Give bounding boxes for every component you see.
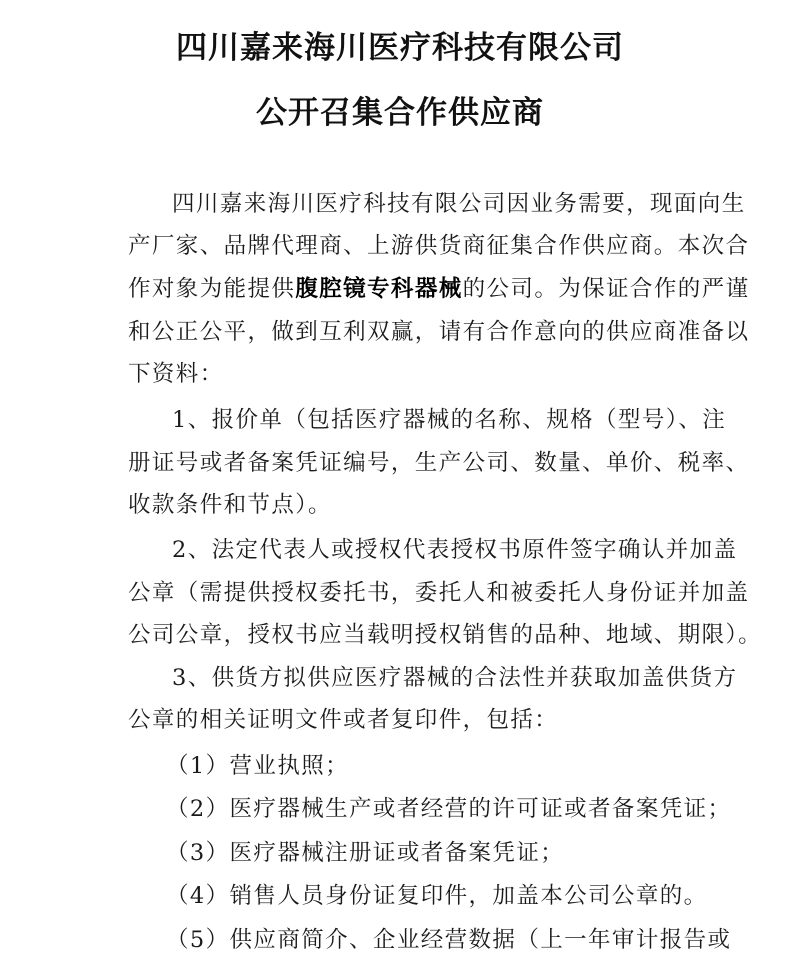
item2-line-1: 2、法定代表人或授权代表授权书原件签字确认并加盖 (172, 537, 738, 563)
intro-text: 作对象为能提供 (128, 276, 296, 302)
item1-line-2: 册证号或者备案凭证编号，生产公司、数量、单价、税率、 (128, 450, 750, 476)
highlighted-product: 腹腔镜专科器械 (295, 276, 463, 302)
intro-line-1: 四川嘉来海川医疗科技有限公司因业务需要，现面向生 (172, 191, 746, 217)
item3-line-2: 公章的相关证明文件或者复印件，包括： (128, 707, 559, 733)
subitem-3: （3）医疗器械注册证或者备案凭证； (166, 840, 565, 866)
intro-line-4: 和公正公平，做到互利双赢，请有合作意向的供应商准备以 (128, 319, 750, 345)
company-title: 四川嘉来海川医疗科技有限公司 (176, 30, 624, 66)
notice-title: 公开召集合作供应商 (256, 95, 544, 131)
item1-line-3: 收款条件和节点）。 (128, 492, 332, 518)
subitem-5: （5）供应商简介、企业经营数据（上一年审计报告或 (166, 927, 732, 953)
subitem-2: （2）医疗器械生产或者经营的许可证或者备案凭证； (166, 796, 732, 822)
subitem-1: （1）营业执照； (166, 753, 350, 779)
item1-line-1: 1、报价单（包括医疗器械的名称、规格（型号）、注 (172, 407, 727, 433)
subitem-4: （4）销售人员身份证复印件，加盖本公司公章的。 (166, 883, 708, 909)
intro-line-2: 产厂家、品牌代理商、上游供货商征集合作供应商。本次合 (128, 233, 750, 259)
intro-line-5: 下资料： (128, 361, 224, 387)
item2-line-3: 公司公章，授权书应当载明授权销售的品种、地域、期限）。 (128, 622, 763, 648)
intro-text: 的公司。为保证合作的严谨 (462, 276, 750, 302)
intro-line-3 (128, 271, 749, 303)
item2-line-2: 公章（需提供授权委托书，委托人和被委托人身份证并加盖 (128, 580, 750, 606)
item3-line-1: 3、供货方拟供应医疗器械的合法性并获取加盖供货方 (172, 665, 738, 691)
